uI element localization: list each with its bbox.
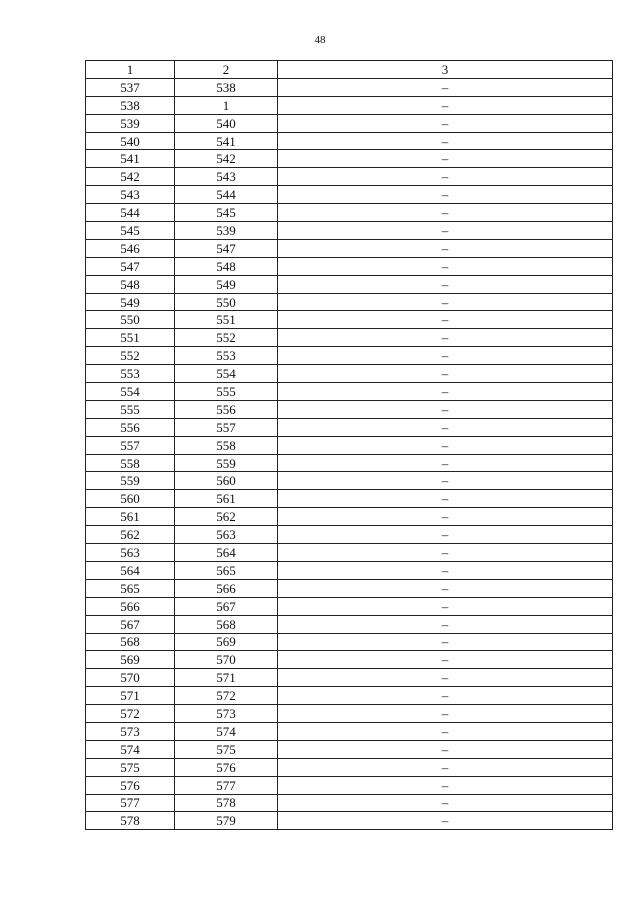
table-cell-col-2: 575 xyxy=(175,740,278,758)
table-row xyxy=(86,436,613,454)
table-cell-col-3: – xyxy=(278,114,613,132)
table-row xyxy=(86,722,613,740)
table-cell-col-3: – xyxy=(278,329,613,347)
table-row xyxy=(86,669,613,687)
table-row xyxy=(86,615,613,633)
table-row xyxy=(86,383,613,401)
table-cell-col-3: – xyxy=(278,436,613,454)
table-cell-col-3: – xyxy=(278,186,613,204)
table-cell-col-2: 571 xyxy=(175,669,278,687)
table-row xyxy=(86,365,613,383)
table-cell-col-2: 564 xyxy=(175,544,278,562)
table-cell-col-1: 574 xyxy=(86,740,175,758)
table-cell-col-1: 552 xyxy=(86,347,175,365)
table-cell-col-2: 561 xyxy=(175,490,278,508)
table-row xyxy=(86,293,613,311)
table-row xyxy=(86,776,613,794)
table-cell-col-3: – xyxy=(278,633,613,651)
table-row xyxy=(86,454,613,472)
table-cell-col-2: 544 xyxy=(175,186,278,204)
table-cell-col-3: – xyxy=(278,400,613,418)
table-cell-col-1: 543 xyxy=(86,186,175,204)
table-cell-col-1: 576 xyxy=(86,776,175,794)
table-cell-col-3: – xyxy=(278,651,613,669)
table-cell-col-2: 551 xyxy=(175,311,278,329)
table-cell-col-1: 571 xyxy=(86,687,175,705)
table-row xyxy=(86,257,613,275)
table-cell-col-2: 559 xyxy=(175,454,278,472)
table-cell-col-3: – xyxy=(278,597,613,615)
data-table xyxy=(85,60,613,830)
table-cell-col-3: – xyxy=(278,508,613,526)
table-row xyxy=(86,186,613,204)
table-cell-col-2: 552 xyxy=(175,329,278,347)
table-cell-col-3: – xyxy=(278,418,613,436)
column-header-1: 1 xyxy=(86,61,175,79)
table-cell-col-3: – xyxy=(278,365,613,383)
table-row xyxy=(86,508,613,526)
table-cell-col-2: 565 xyxy=(175,561,278,579)
table-row xyxy=(86,239,613,257)
table-cell-col-2: 567 xyxy=(175,597,278,615)
table-cell-col-3: – xyxy=(278,687,613,705)
table-cell-col-2: 566 xyxy=(175,579,278,597)
table-cell-col-3: – xyxy=(278,490,613,508)
table-cell-col-2: 568 xyxy=(175,615,278,633)
table-cell-col-2: 562 xyxy=(175,508,278,526)
table-row xyxy=(86,132,613,150)
table-cell-col-1: 573 xyxy=(86,722,175,740)
table-row xyxy=(86,740,613,758)
table-cell-col-2: 542 xyxy=(175,150,278,168)
table-cell-col-2: 573 xyxy=(175,705,278,723)
table-cell-col-2: 576 xyxy=(175,758,278,776)
table-cell-col-1: 538 xyxy=(86,96,175,114)
table-cell-col-3: – xyxy=(278,275,613,293)
table-cell-col-1: 556 xyxy=(86,418,175,436)
table-cell-col-2: 541 xyxy=(175,132,278,150)
table-cell-col-3: – xyxy=(278,722,613,740)
table-cell-col-2: 550 xyxy=(175,293,278,311)
table-cell-col-1: 551 xyxy=(86,329,175,347)
table-cell-col-2: 572 xyxy=(175,687,278,705)
table-cell-col-1: 578 xyxy=(86,812,175,830)
table-row xyxy=(86,597,613,615)
table-cell-col-1: 553 xyxy=(86,365,175,383)
table-row xyxy=(86,651,613,669)
table-row xyxy=(86,794,613,812)
column-header-3: 3 xyxy=(278,61,613,79)
table-cell-col-3: – xyxy=(278,526,613,544)
table-cell-col-2: 545 xyxy=(175,204,278,222)
table-cell-col-1: 555 xyxy=(86,400,175,418)
table-cell-col-3: – xyxy=(278,669,613,687)
table-cell-col-2: 574 xyxy=(175,722,278,740)
table-cell-col-3: – xyxy=(278,293,613,311)
table-row xyxy=(86,418,613,436)
table-cell-col-1: 550 xyxy=(86,311,175,329)
table-cell-col-1: 545 xyxy=(86,222,175,240)
table-cell-col-2: 570 xyxy=(175,651,278,669)
table-cell-col-3: – xyxy=(278,96,613,114)
table-cell-col-1: 568 xyxy=(86,633,175,651)
table-cell-col-2: 538 xyxy=(175,78,278,96)
table-cell-col-1: 564 xyxy=(86,561,175,579)
table-row xyxy=(86,114,613,132)
table-cell-col-3: – xyxy=(278,132,613,150)
table-cell-col-2: 560 xyxy=(175,472,278,490)
table-cell-col-2: 569 xyxy=(175,633,278,651)
table-cell-col-1: 559 xyxy=(86,472,175,490)
table-cell-col-1: 563 xyxy=(86,544,175,562)
table-cell-col-2: 558 xyxy=(175,436,278,454)
table-cell-col-1: 567 xyxy=(86,615,175,633)
table-cell-col-1: 549 xyxy=(86,293,175,311)
table-row xyxy=(86,544,613,562)
table-header-row xyxy=(86,61,613,79)
table-row xyxy=(86,329,613,347)
table-cell-col-3: – xyxy=(278,311,613,329)
table-cell-col-2: 543 xyxy=(175,168,278,186)
table-cell-col-1: 565 xyxy=(86,579,175,597)
table-row xyxy=(86,150,613,168)
table-row xyxy=(86,275,613,293)
table-cell-col-1: 557 xyxy=(86,436,175,454)
table-cell-col-1: 577 xyxy=(86,794,175,812)
table-cell-col-1: 542 xyxy=(86,168,175,186)
table-row xyxy=(86,490,613,508)
table-cell-col-2: 556 xyxy=(175,400,278,418)
table-row xyxy=(86,812,613,830)
table-row xyxy=(86,561,613,579)
table-cell-col-2: 549 xyxy=(175,275,278,293)
table-cell-col-1: 558 xyxy=(86,454,175,472)
table-cell-col-1: 566 xyxy=(86,597,175,615)
table-cell-col-3: – xyxy=(278,740,613,758)
table-cell-col-1: 540 xyxy=(86,132,175,150)
table-cell-col-1: 560 xyxy=(86,490,175,508)
table-cell-col-3: – xyxy=(278,347,613,365)
table-cell-col-2: 553 xyxy=(175,347,278,365)
table-cell-col-1: 539 xyxy=(86,114,175,132)
table-row xyxy=(86,311,613,329)
table-cell-col-2: 540 xyxy=(175,114,278,132)
table-cell-col-2: 554 xyxy=(175,365,278,383)
table-cell-col-3: – xyxy=(278,257,613,275)
table-cell-col-3: – xyxy=(278,222,613,240)
page-number: 48 xyxy=(314,34,326,46)
table-cell-col-1: 572 xyxy=(86,705,175,723)
table-row xyxy=(86,168,613,186)
table-cell-col-1: 562 xyxy=(86,526,175,544)
table-cell-col-3: – xyxy=(278,150,613,168)
table-cell-col-3: – xyxy=(278,705,613,723)
table-cell-col-1: 570 xyxy=(86,669,175,687)
table-cell-col-2: 577 xyxy=(175,776,278,794)
table-cell-col-2: 547 xyxy=(175,239,278,257)
table-cell-col-1: 544 xyxy=(86,204,175,222)
table-cell-col-1: 569 xyxy=(86,651,175,669)
table-row xyxy=(86,347,613,365)
table-cell-col-3: – xyxy=(278,239,613,257)
table-cell-col-3: – xyxy=(278,78,613,96)
table-cell-col-1: 546 xyxy=(86,239,175,257)
table-row xyxy=(86,705,613,723)
table-cell-col-1: 575 xyxy=(86,758,175,776)
table-cell-col-1: 548 xyxy=(86,275,175,293)
table-cell-col-3: – xyxy=(278,579,613,597)
table-cell-col-3: – xyxy=(278,758,613,776)
table-cell-col-1: 547 xyxy=(86,257,175,275)
table-cell-col-3: – xyxy=(278,812,613,830)
table-row xyxy=(86,579,613,597)
table-cell-col-3: – xyxy=(278,776,613,794)
table-row xyxy=(86,204,613,222)
table-cell-col-3: – xyxy=(278,454,613,472)
table-row xyxy=(86,687,613,705)
table-row xyxy=(86,400,613,418)
table-row xyxy=(86,758,613,776)
table-cell-col-3: – xyxy=(278,561,613,579)
table-row xyxy=(86,526,613,544)
table-cell-col-3: – xyxy=(278,383,613,401)
table-cell-col-2: 555 xyxy=(175,383,278,401)
table-cell-col-2: 578 xyxy=(175,794,278,812)
table-cell-col-3: – xyxy=(278,794,613,812)
table-cell-col-1: 554 xyxy=(86,383,175,401)
table-row xyxy=(86,78,613,96)
table-cell-col-2: 563 xyxy=(175,526,278,544)
table-row xyxy=(86,633,613,651)
table-cell-col-2: 579 xyxy=(175,812,278,830)
table-cell-col-3: – xyxy=(278,615,613,633)
table-cell-col-3: – xyxy=(278,168,613,186)
table-cell-col-1: 561 xyxy=(86,508,175,526)
column-header-2: 2 xyxy=(175,61,278,79)
table-cell-col-3: – xyxy=(278,204,613,222)
table-cell-col-1: 541 xyxy=(86,150,175,168)
table-cell-col-2: 557 xyxy=(175,418,278,436)
table-row xyxy=(86,96,613,114)
table-cell-col-2: 539 xyxy=(175,222,278,240)
table-cell-col-1: 537 xyxy=(86,78,175,96)
table-body xyxy=(86,78,613,829)
table-row xyxy=(86,222,613,240)
table-cell-col-2: 1 xyxy=(175,96,278,114)
table-cell-col-2: 548 xyxy=(175,257,278,275)
table-cell-col-3: – xyxy=(278,472,613,490)
table-row xyxy=(86,472,613,490)
table-cell-col-3: – xyxy=(278,544,613,562)
